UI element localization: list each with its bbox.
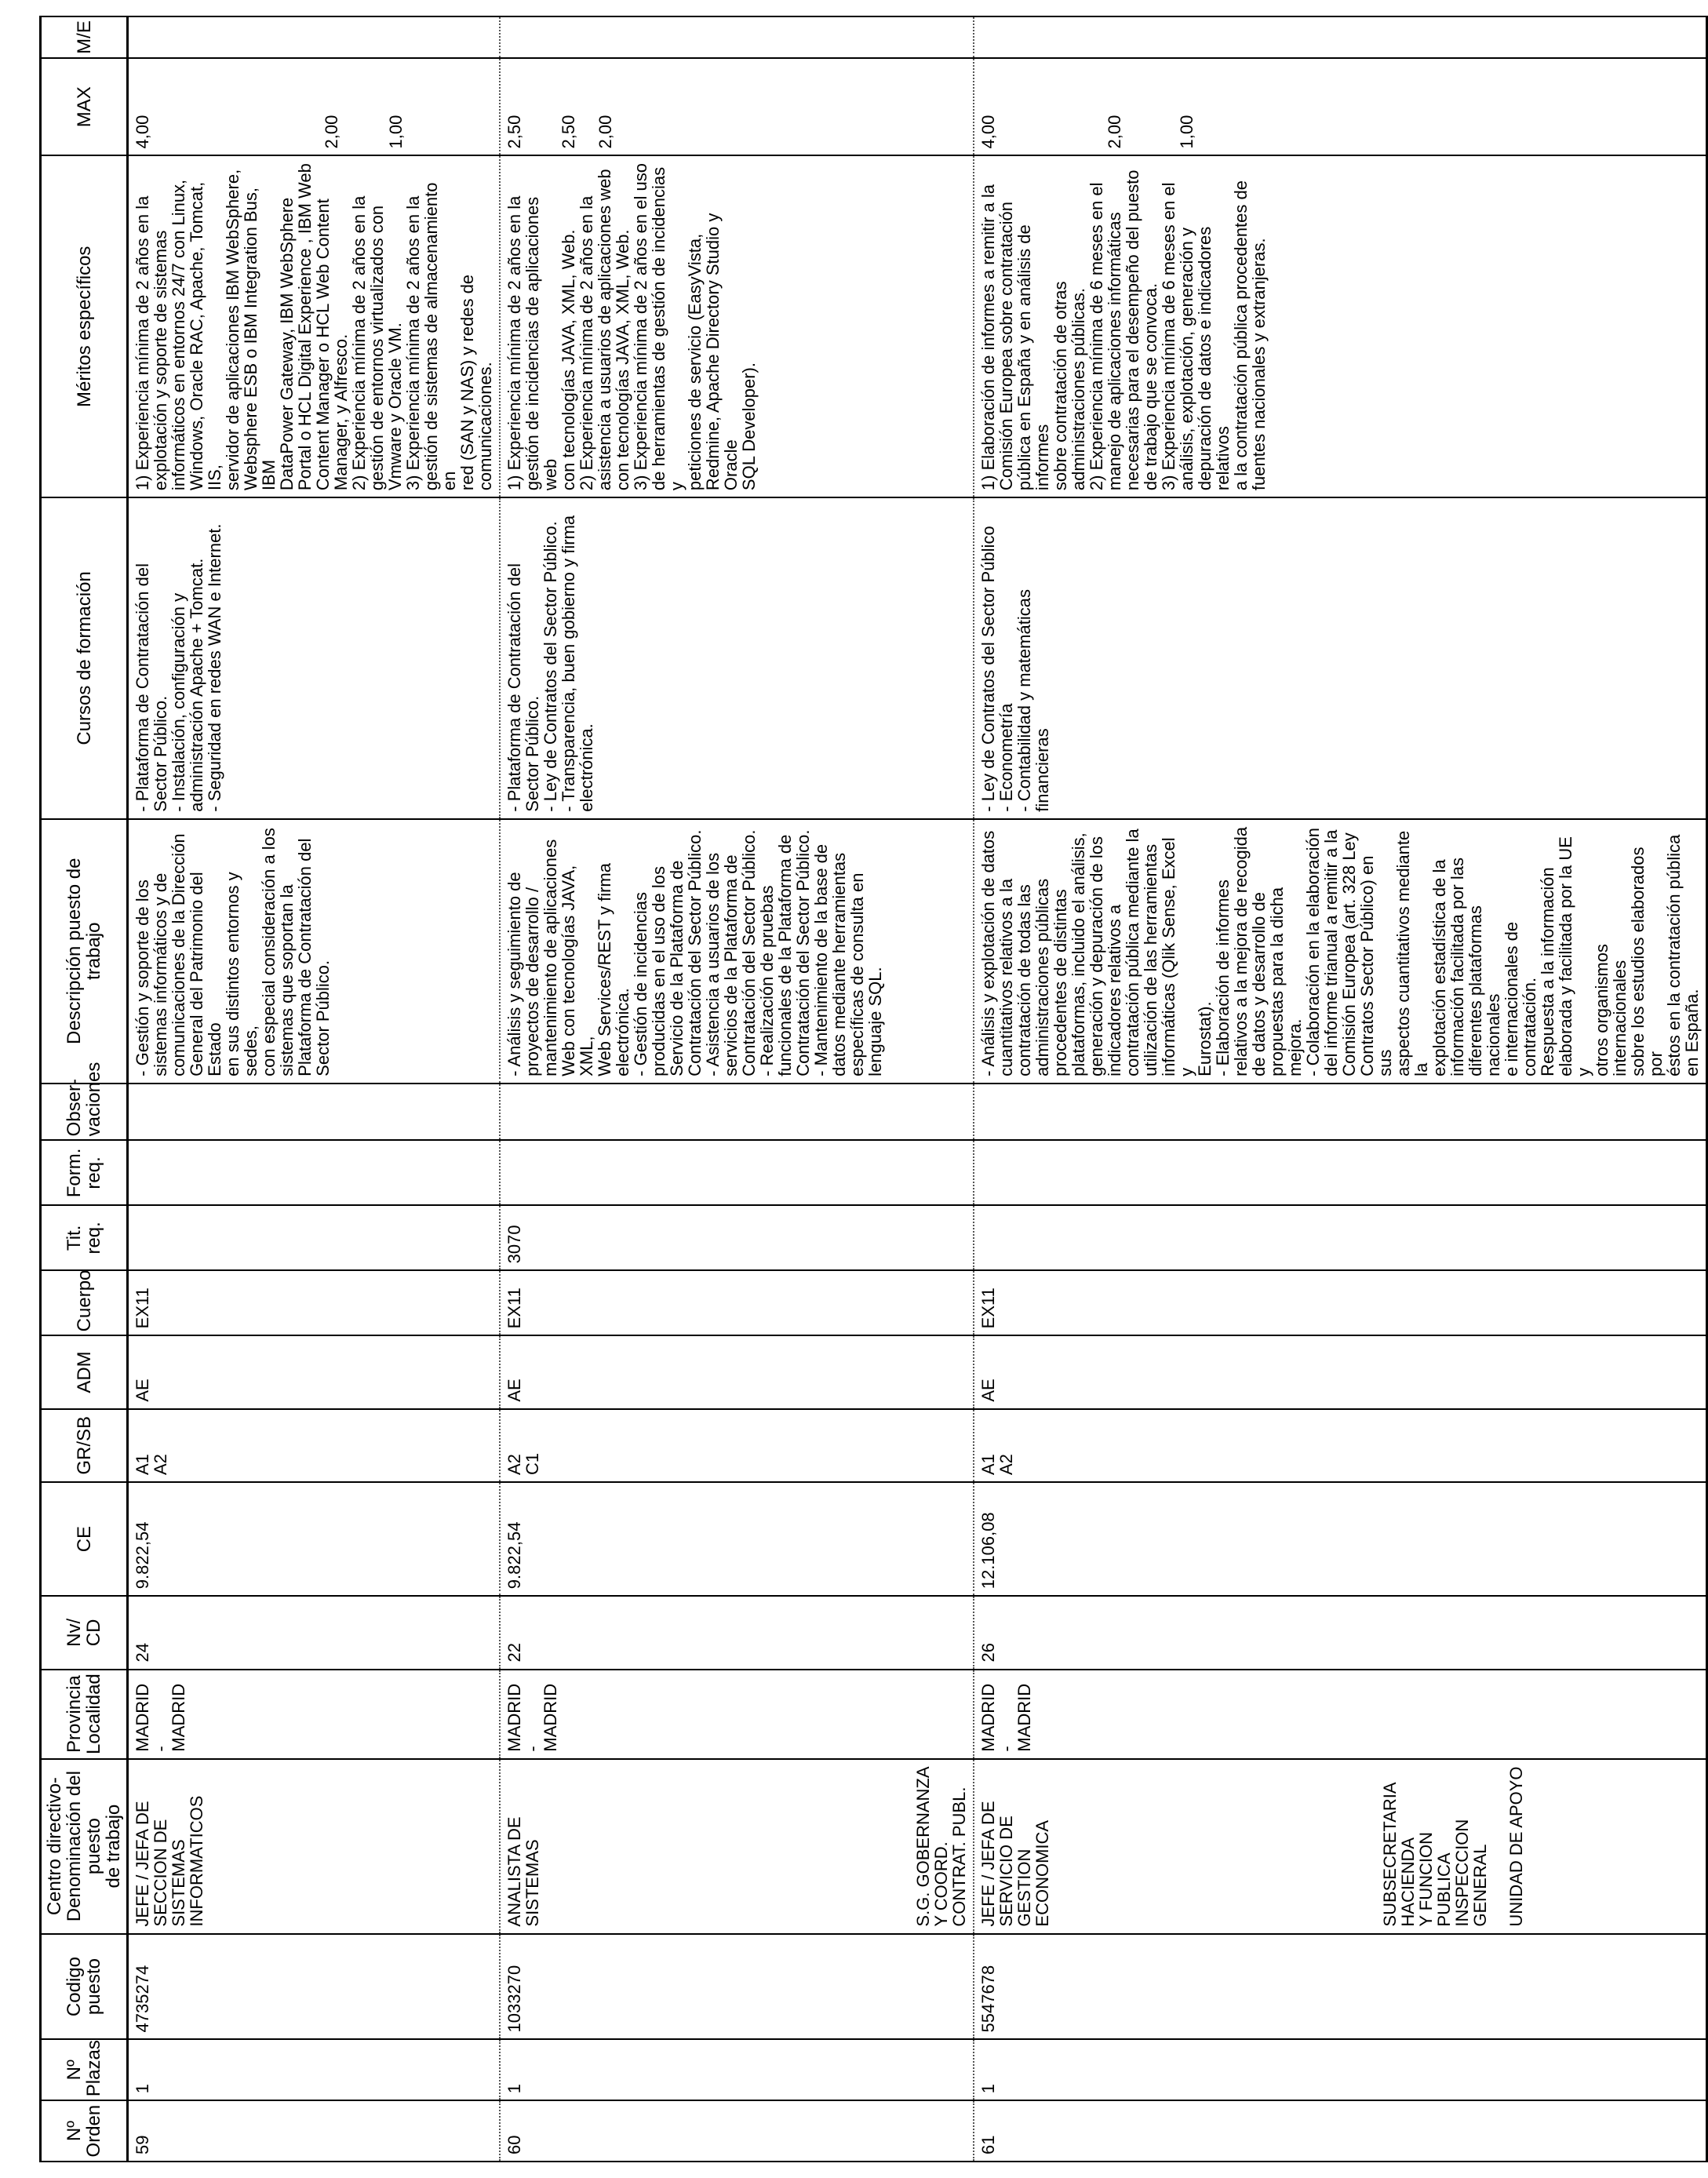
header-cuerpo: Cuerpo [41, 1270, 128, 1335]
header-me: M/E [41, 16, 128, 58]
max-value-3: 2,00 [595, 115, 615, 149]
cell-descripcion: - Análisis y explotación de datos cuantitativos relativos a la contratación de todas las administraciones públicas procedentes de distintas plataformas, incluido el análisis, generación y depuración de los indicadores relativos a contratación pública mediante la utilización de las herramientas informáticas (Qlik Sense, Excel y Eurostat). - Elaboración de informes relativos a la mejora de recogida de datos y desarrollo de propuestas para la dicha mejora. - Colaboración en la elaboración del informe trianual a remitir a la Comisión Europea (art. 328 Ley Contratos Sector Público) en sus aspectos cuantitativos mediante la explotación estadística de la información facilitada por las diferentes plataformas nacionales e internacionales de contratación. Respuesta a la información elaborada y facilitada por la UE y otros organismos internacionales sobre los estudios elaborados por éstos en la contratación pública en España. [974, 819, 1707, 1084]
cell-centro [128, 1759, 501, 1934]
cell-observaciones [128, 1084, 501, 1141]
position-title: JEFE / JEFA DE SERVICIO DE GESTION ECONOMICA [978, 1801, 1052, 1927]
header-observaciones: Obser- vaciones [41, 1084, 128, 1141]
max-value-2: 2,50 [559, 115, 578, 149]
table-row [128, 16, 501, 2162]
cell-meritos: 1) Elaboración de informes a remitir a la Comisión Europea sobre contratación pública en España y en análisis de informes sobre contratación de otras administraciones públicas. 2) Experiencia mínima de 6 meses en el manejo de aplicaciones informáticas necesarias para el desempeño del puesto de trabajo que se convoca. 3) Experiencia mínima de 6 meses en el análisis, explotación, generación y depuración de datos e indicadores relativos a la contratación pública procedentes de fuentes nacionales y extranjeras. [974, 155, 1707, 497]
cell-max [128, 58, 501, 155]
cell-centro [500, 1759, 974, 1934]
cell-grupo: A1 A2 [128, 1409, 501, 1482]
header-titulacion: Tit. req. [41, 1205, 128, 1270]
header-provincia: Provincia Localidad [41, 1670, 128, 1759]
cell-max [500, 58, 974, 155]
cell-cuerpo: EX11 [128, 1270, 501, 1335]
cell-nivel: 24 [128, 1596, 501, 1669]
cell-cursos: - Plataforma de Contratación del Sector Público. - Ley de Contratos del Sector Público. - Transparencia, buen gobierno y firma electrónica. [500, 497, 974, 819]
cell-centro [974, 1759, 1707, 1934]
cell-meritos: 1) Experiencia mínima de 2 años en la explotación y soporte de sistemas informáticos en entornos 24/7 con Linux, Windows, Oracle RAC, Apache, Tomcat, IIS, servidor de aplicaciones IBM WebSphere, Websphere ESB o IBM Integration Bus, IBM DataPower Gateway, IBM WebSphere Portal o HCL Digital Experience , IBM Web Content Manager o HCL Web Content Manager, y Alfresco. 2) Experiencia mínima de 2 años en la gestión de entornos virtualizados con Vmware y Oracle VM. 3) Experiencia mínima de 2 años en la gestión de sistemas de almacenamiento en red (SAN y NAS) y redes de comunicaciones. [128, 155, 501, 497]
centro-note: S.G. GOBERNANZA Y COORD. CONTRAT. PUBL. [913, 1767, 969, 1927]
max-value-1: 2,50 [504, 115, 524, 149]
cell-codigo: 4735274 [128, 1934, 501, 2040]
cell-plazas: 1 [974, 2039, 1707, 2100]
header-centro: Centro directivo- Denominación del puesto de trabajo [41, 1759, 128, 1934]
header-adm: ADM [41, 1335, 128, 1408]
cell-plazas: 1 [128, 2039, 501, 2100]
header-formacion: Form. req. [41, 1140, 128, 1205]
max-value-3: 1,00 [1177, 115, 1196, 149]
job-positions-table [39, 16, 1708, 2162]
cell-provincia: MADRID - MADRID [974, 1670, 1707, 1759]
cell-formacion [500, 1140, 974, 1205]
table-row [974, 16, 1707, 2162]
cell-plazas: 1 [500, 2039, 974, 2100]
max-value-1: 4,00 [133, 115, 152, 149]
cell-me [974, 16, 1707, 58]
position-title: JEFE / JEFA DE SECCION DE SISTEMAS INFORMATICOS [133, 1795, 206, 1927]
cell-cursos: - Ley de Contratos del Sector Público - Econometría - Contabilidad y matemáticas financieras [974, 497, 1707, 819]
cell-orden: 61 [974, 2100, 1707, 2162]
max-value-1: 4,00 [978, 115, 998, 149]
cell-cursos: - Plataforma de Contratación del Sector Público. - Instalación, configuración y administración Apache + Tomcat. - Seguridad en redes WAN e Internet. [128, 497, 501, 819]
header-nivel: Nv/ CD [41, 1596, 128, 1669]
cell-cuerpo: EX11 [500, 1270, 974, 1335]
cell-descripcion: - Análisis y seguimiento de proyectos de desarrollo / mantenimiento de aplicaciones Web con tecnologías JAVA, XML, Web Services/REST y firma electrónica. - Gestión de incidencias producidas en el uso de los Servicio de la Plataforma de Contratación del Sector Público. - Asistencia a usuarios de los servicios de la Plataforma de Contratación del Sector Público. - Realización de pruebas funcionales de la Plataforma de Contratación del Sector Público. - Mantenimiento de la base de datos mediante herramientas específicas de consulta en lenguaje SQL. [500, 819, 974, 1084]
max-value-2: 2,00 [1105, 115, 1124, 149]
cell-ce: 12.106,08 [974, 1482, 1707, 1596]
header-orden: Nº Orden [41, 2100, 128, 2162]
cell-adm: AE [500, 1335, 974, 1408]
cell-descripcion: - Gestión y soporte de los sistemas informáticos y de comunicaciones de la Dirección General del Patrimonio del Estado en sus distintos entornos y sedes, con especial consideración a los sistemas que soportan la Plataforma de Contratación del Sector Público. [128, 819, 501, 1084]
cell-meritos: 1) Experiencia mínima de 2 años en la gestión de incidencias de aplicaciones web con tecnologías JAVA, XML, Web. 2) Experiencia mínima de 2 años en la asistencia a usuarios de aplicaciones web con tecnologías JAVA, XML, Web. 3) Experiencia mínima de 2 años en el uso de herramientas de gestión de incidencias y peticiones de servicio (EasyVista, Redmine, Apache Directory Studio y Oracle SQL Developer). [500, 155, 974, 497]
cell-nivel: 26 [974, 1596, 1707, 1669]
header-ce: CE [41, 1482, 128, 1596]
header-max: MAX [41, 58, 128, 155]
cell-ce: 9.822,54 [128, 1482, 501, 1596]
cell-provincia: MADRID - MADRID [128, 1670, 501, 1759]
cell-provincia: MADRID - MADRID [500, 1670, 974, 1759]
cell-adm: AE [128, 1335, 501, 1408]
header-codigo: Codigo puesto [41, 1934, 128, 2040]
cell-nivel: 22 [500, 1596, 974, 1669]
cell-adm: AE [974, 1335, 1707, 1408]
cell-orden: 59 [128, 2100, 501, 2162]
cell-codigo: 5547678 [974, 1934, 1707, 2040]
cell-me [500, 16, 974, 58]
cell-orden: 60 [500, 2100, 974, 2162]
cell-formacion [128, 1140, 501, 1205]
max-value-2: 2,00 [322, 115, 341, 149]
cell-titulacion [974, 1205, 1707, 1270]
position-title: ANALISTA DE SISTEMAS [504, 1816, 542, 1927]
centro-note: SUBSECRETARIA HACIENDA Y FUNCION PUBLICA INSPECCION GENERAL UNIDAD DE APOYO [1380, 1766, 1526, 1927]
cell-grupo: A1 A2 [974, 1409, 1707, 1482]
cell-observaciones [974, 1084, 1707, 1141]
header-grupo: GR/SB [41, 1409, 128, 1482]
header-plazas: Nº Plazas [41, 2039, 128, 2100]
table-row [500, 16, 974, 2162]
cell-grupo: A2 C1 [500, 1409, 974, 1482]
cell-max [974, 58, 1707, 155]
cell-codigo: 1033270 [500, 1934, 974, 2040]
cell-titulacion: 3070 [500, 1205, 974, 1270]
header-meritos: Méritos específicos [41, 155, 128, 497]
max-value-3: 1,00 [386, 115, 406, 149]
cell-observaciones [500, 1084, 974, 1141]
header-cursos: Cursos de formación [41, 497, 128, 819]
header-row [41, 16, 128, 2162]
cell-me [128, 16, 501, 58]
cell-cuerpo: EX11 [974, 1270, 1707, 1335]
cell-formacion [974, 1140, 1707, 1205]
header-descripcion: Descripción puesto de trabajo [41, 819, 128, 1084]
cell-titulacion [128, 1205, 501, 1270]
cell-ce: 9.822,54 [500, 1482, 974, 1596]
